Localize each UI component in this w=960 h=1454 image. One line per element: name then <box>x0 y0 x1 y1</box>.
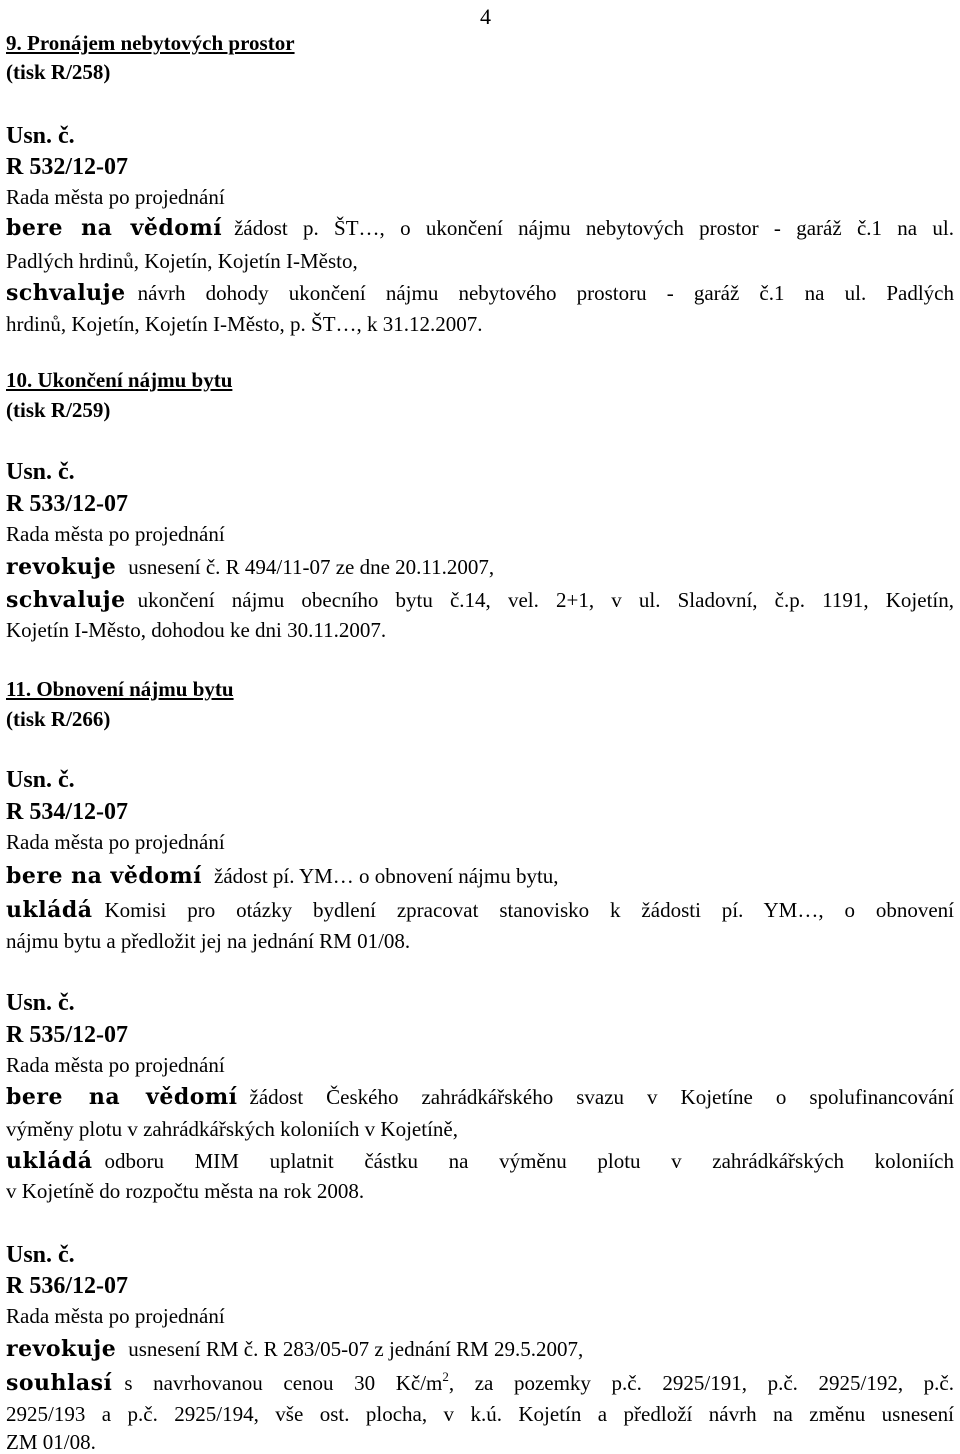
resolution-verb: revokuje <box>6 1336 117 1362</box>
resolution-body: Rada města po projednání <box>6 1304 225 1328</box>
resolution-text: návrh dohody ukončení nájmu nebytového prostoru - garáž č.1 na ul. Padlých <box>137 281 954 305</box>
resolution-verb: bere na vědomí <box>6 215 223 241</box>
resolution-text: usnesení č. R 494/11-07 ze dne 20.11.2007, <box>128 555 495 579</box>
resolution-body: Rada města po projednání <box>6 1053 225 1077</box>
resolution-item <box>6 1338 583 1360</box>
resolution-verb: ukládá <box>6 1148 93 1174</box>
resolution-number: R 536/12-07 <box>6 1273 128 1299</box>
resolution-item <box>6 1150 954 1172</box>
resolution-item <box>6 865 559 887</box>
resolution-body: Rada města po projednání <box>6 522 225 546</box>
resolution-label: Usn. č. <box>6 123 75 149</box>
resolution-number: R 535/12-07 <box>6 1022 128 1048</box>
resolution-verb: bere na vědomí <box>6 1084 238 1110</box>
resolution-verb: revokuje <box>6 554 117 580</box>
resolution-text: Padlých hrdinů, Kojetín, Kojetín I-Město, <box>6 249 358 273</box>
resolution-number: R 534/12-07 <box>6 799 128 825</box>
resolution-item <box>6 282 954 304</box>
superscript: 2 <box>442 1369 449 1384</box>
resolution-item <box>6 1086 954 1108</box>
resolution-verb: bere na vědomí <box>6 863 203 889</box>
resolution-text: Kojetín I-Město, dohodou ke dni 30.11.2007. <box>6 618 387 642</box>
resolution-verb: schvaluje <box>6 587 126 613</box>
resolution-number: R 533/12-07 <box>6 491 128 517</box>
resolution-item <box>6 589 954 611</box>
resolution-text: ZM 01/08. <box>6 1430 96 1454</box>
section-heading: 10. Ukončení nájmu bytu <box>6 368 233 392</box>
resolution-item <box>6 217 954 239</box>
tisk-reference: (tisk R/258) <box>6 60 111 84</box>
resolution-text: nájmu bytu a předložit jej na jednání RM 01/08. <box>6 929 411 953</box>
section-heading: 9. Pronájem nebytových prostor <box>6 31 295 55</box>
resolution-text: žádost pí. YM… o obnovení nájmu bytu, <box>214 864 559 888</box>
resolution-body: Rada města po projednání <box>6 185 225 209</box>
resolution-number: R 532/12-07 <box>6 154 128 180</box>
resolution-text: 2925/193 a p.č. 2925/194, vše ost. plocha, v k.ú. Kojetín a předloží návrh na změnu usnesení <box>6 1402 954 1426</box>
resolution-label: Usn. č. <box>6 1242 75 1268</box>
resolution-text: usnesení RM č. R 283/05-07 z jednání RM 29.5.2007, <box>128 1337 584 1361</box>
resolution-text: hrdinů, Kojetín, Kojetín I-Město, p. ŠT…, k 31.12.2007. <box>6 312 483 336</box>
resolution-verb: schvaluje <box>6 280 126 306</box>
resolution-text: Komisi pro otázky bydlení zpracovat stanovisko k žádosti pí. YM…, o obnovení <box>104 898 954 922</box>
resolution-text: žádost Českého zahrádkářského svazu v Kojetíne o spolufinancování <box>249 1085 954 1109</box>
resolution-text: výměny plotu v zahrádkářských koloniích v Kojetíně, <box>6 1117 458 1141</box>
resolution-text: , za pozemky p.č. 2925/191, p.č. 2925/192, p.č. <box>448 1371 955 1395</box>
resolution-text: s navrhovanou cenou 30 Kč/m <box>124 1371 443 1395</box>
resolution-label: Usn. č. <box>6 990 75 1016</box>
resolution-item <box>6 556 494 578</box>
resolution-item <box>6 1369 955 1396</box>
tisk-reference: (tisk R/266) <box>6 707 111 731</box>
resolution-body: Rada města po projednání <box>6 830 225 854</box>
resolution-label: Usn. č. <box>6 459 75 485</box>
resolution-label: Usn. č. <box>6 767 75 793</box>
tisk-reference: (tisk R/259) <box>6 398 111 422</box>
resolution-text: v Kojetíně do rozpočtu města na rok 2008. <box>6 1179 365 1203</box>
resolution-text: žádost p. ŠT…, o ukončení nájmu nebytových prostor - garáž č.1 na ul. <box>234 216 954 240</box>
resolution-verb: souhlasí <box>6 1370 113 1396</box>
page-number: 4 <box>480 4 491 29</box>
section-heading: 11. Obnovení nájmu bytu <box>6 677 234 701</box>
resolution-text: odboru MIM uplatnit částku na výměnu plotu v zahrádkářských koloniích <box>104 1149 954 1173</box>
resolution-text: ukončení nájmu obecního bytu č.14, vel. 2+1, v ul. Sladovní, č.p. 1191, Kojetín, <box>137 588 954 612</box>
resolution-item <box>6 899 954 921</box>
resolution-verb: ukládá <box>6 897 93 923</box>
